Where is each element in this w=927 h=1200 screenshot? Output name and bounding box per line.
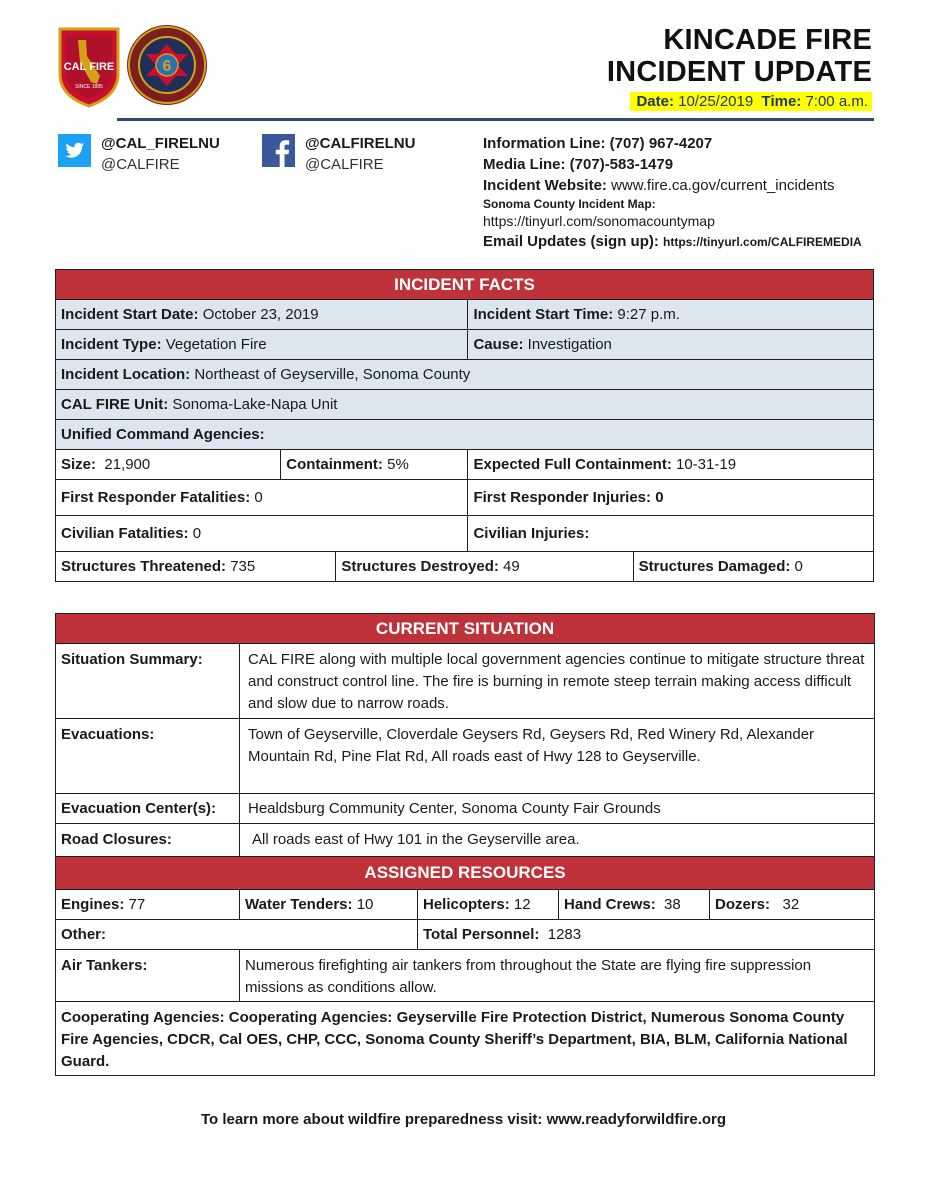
time-label: Time:	[761, 93, 802, 110]
time-value: 7:00 a.m.	[805, 93, 868, 110]
civilian-injuries-cell: Civilian Injuries:	[468, 516, 874, 552]
facebook-block[interactable]	[262, 134, 415, 175]
twitter-icon	[58, 134, 91, 167]
location-cell: Incident Location: Northeast of Geyserville, Sonoma County	[56, 360, 874, 390]
cause-cell: Cause: Investigation	[468, 330, 874, 360]
cal-fire-logo	[56, 26, 122, 108]
cooperating-agencies-cell: Cooperating Agencies: Cooperating Agencies: Geyserville Fire Protection District, Numerous Sonoma County Fire Agencies, CDCR, Cal OES, CHP, CCC, Sonoma County Sheriff’s Department, BIA, BLM, California National Guard.	[56, 1002, 875, 1076]
helicopters-cell: Helicopters: 12	[418, 890, 559, 920]
date-time-line	[630, 92, 872, 111]
title-block	[607, 24, 872, 111]
size-cell: Size: 21,900	[56, 450, 281, 480]
svg-text:CAL FIRE: CAL FIRE	[63, 61, 115, 73]
evacuations-value: Town of Geyserville, Cloverdale Geysers Rd, Geysers Rd, Red Winery Rd, Alexander Mountain Rd, Pine Flat Rd, All roads east of Hwy 128 to Geyserville.	[240, 719, 875, 794]
road-closures-value: All roads east of Hwy 101 in the Geyserville area.	[240, 824, 875, 857]
map-link[interactable]: https://tinyurl.com/sonomacountymap	[483, 213, 715, 229]
email-label: Email Updates (sign up):	[483, 233, 659, 250]
total-personnel-cell: Total Personnel: 1283	[418, 920, 875, 950]
assigned-resources-header: ASSIGNED RESOURCES	[56, 857, 875, 890]
footer-preparedness-note: To learn more about wildfire preparedness visit: www.readyforwildfire.org	[200, 1111, 727, 1128]
current-situation-table	[55, 613, 875, 1076]
title-line-1: KINCADE FIRE	[663, 24, 872, 56]
date-value: 10/25/2019	[678, 93, 754, 110]
evacuations-label: Evacuations:	[56, 719, 240, 794]
facebook-handle[interactable]: @CALFIRELNU	[305, 135, 416, 152]
engines-cell: Engines: 77	[56, 890, 240, 920]
twitter-handle[interactable]: @CAL_FIRELNU	[101, 135, 220, 152]
dozers-cell: Dozers: 32	[710, 890, 875, 920]
twitter-block[interactable]	[58, 134, 220, 175]
incident-facts-table	[55, 269, 874, 582]
start-time-cell: Incident Start Time: 9:27 p.m.	[468, 300, 874, 330]
title-line-2: INCIDENT UPDATE	[606, 56, 872, 88]
incident-team-6-logo	[126, 24, 208, 106]
website-link[interactable]: www.fire.ca.gov/current_incidents	[611, 177, 835, 194]
structures-damaged-cell: Structures Damaged: 0	[633, 552, 873, 582]
twitter-sub-handle[interactable]: @CALFIRE	[101, 156, 180, 173]
svg-text:SINCE 1885: SINCE 1885	[75, 84, 103, 90]
unit-cell: CAL FIRE Unit: Sonoma-Lake-Napa Unit	[56, 390, 874, 420]
date-label: Date:	[636, 93, 674, 110]
other-cell: Other:	[56, 920, 418, 950]
evac-center-label: Evacuation Center(s):	[56, 794, 240, 824]
air-tankers-value: Numerous firefighting air tankers from throughout the State are flying fire suppression missions as conditions allow.	[240, 950, 875, 1002]
fr-injuries-cell: First Responder Injuries: 0	[468, 480, 874, 516]
website-label: Incident Website:	[483, 177, 607, 194]
summary-value: CAL FIRE along with multiple local government agencies continue to mitigate structure threat and construct control line. The fire is burning in remote steep terrain making access difficult and slow due to narrow roads.	[240, 644, 875, 719]
fr-fatalities-cell: First Responder Fatalities: 0	[56, 480, 468, 516]
summary-label: Situation Summary:	[56, 644, 240, 719]
unified-command-cell: Unified Command Agencies:	[56, 420, 874, 450]
structures-threatened-cell: Structures Threatened: 735	[56, 552, 336, 582]
facebook-sub-handle[interactable]: @CALFIRE	[305, 156, 384, 173]
media-line: Media Line: (707)-583-1479	[483, 156, 674, 173]
start-date-cell: Incident Start Date: October 23, 2019	[56, 300, 468, 330]
structures-destroyed-cell: Structures Destroyed: 49	[336, 552, 633, 582]
air-tankers-label: Air Tankers:	[56, 950, 240, 1002]
incident-type-cell: Incident Type: Vegetation Fire	[56, 330, 468, 360]
svg-text:6: 6	[162, 58, 172, 75]
current-situation-header: CURRENT SITUATION	[56, 614, 875, 644]
hand-crews-cell: Hand Crews: 38	[559, 890, 710, 920]
road-closures-label: Road Closures:	[56, 824, 240, 857]
contact-info	[483, 133, 883, 253]
facebook-icon	[262, 134, 295, 167]
incident-facts-header: INCIDENT FACTS	[56, 270, 874, 300]
containment-cell: Containment: 5%	[281, 450, 468, 480]
information-line: Information Line: (707) 967-4207	[483, 135, 713, 152]
email-link[interactable]: https://tinyurl.com/CALFIREMEDIA	[663, 235, 862, 249]
expected-containment-cell: Expected Full Containment: 10-31-19	[468, 450, 874, 480]
water-tenders-cell: Water Tenders: 10	[240, 890, 418, 920]
map-label: Sonoma County Incident Map:	[483, 197, 656, 211]
header-divider	[117, 118, 874, 121]
civilian-fatalities-cell: Civilian Fatalities: 0	[56, 516, 468, 552]
evac-center-value: Healdsburg Community Center, Sonoma County Fair Grounds	[240, 794, 875, 824]
